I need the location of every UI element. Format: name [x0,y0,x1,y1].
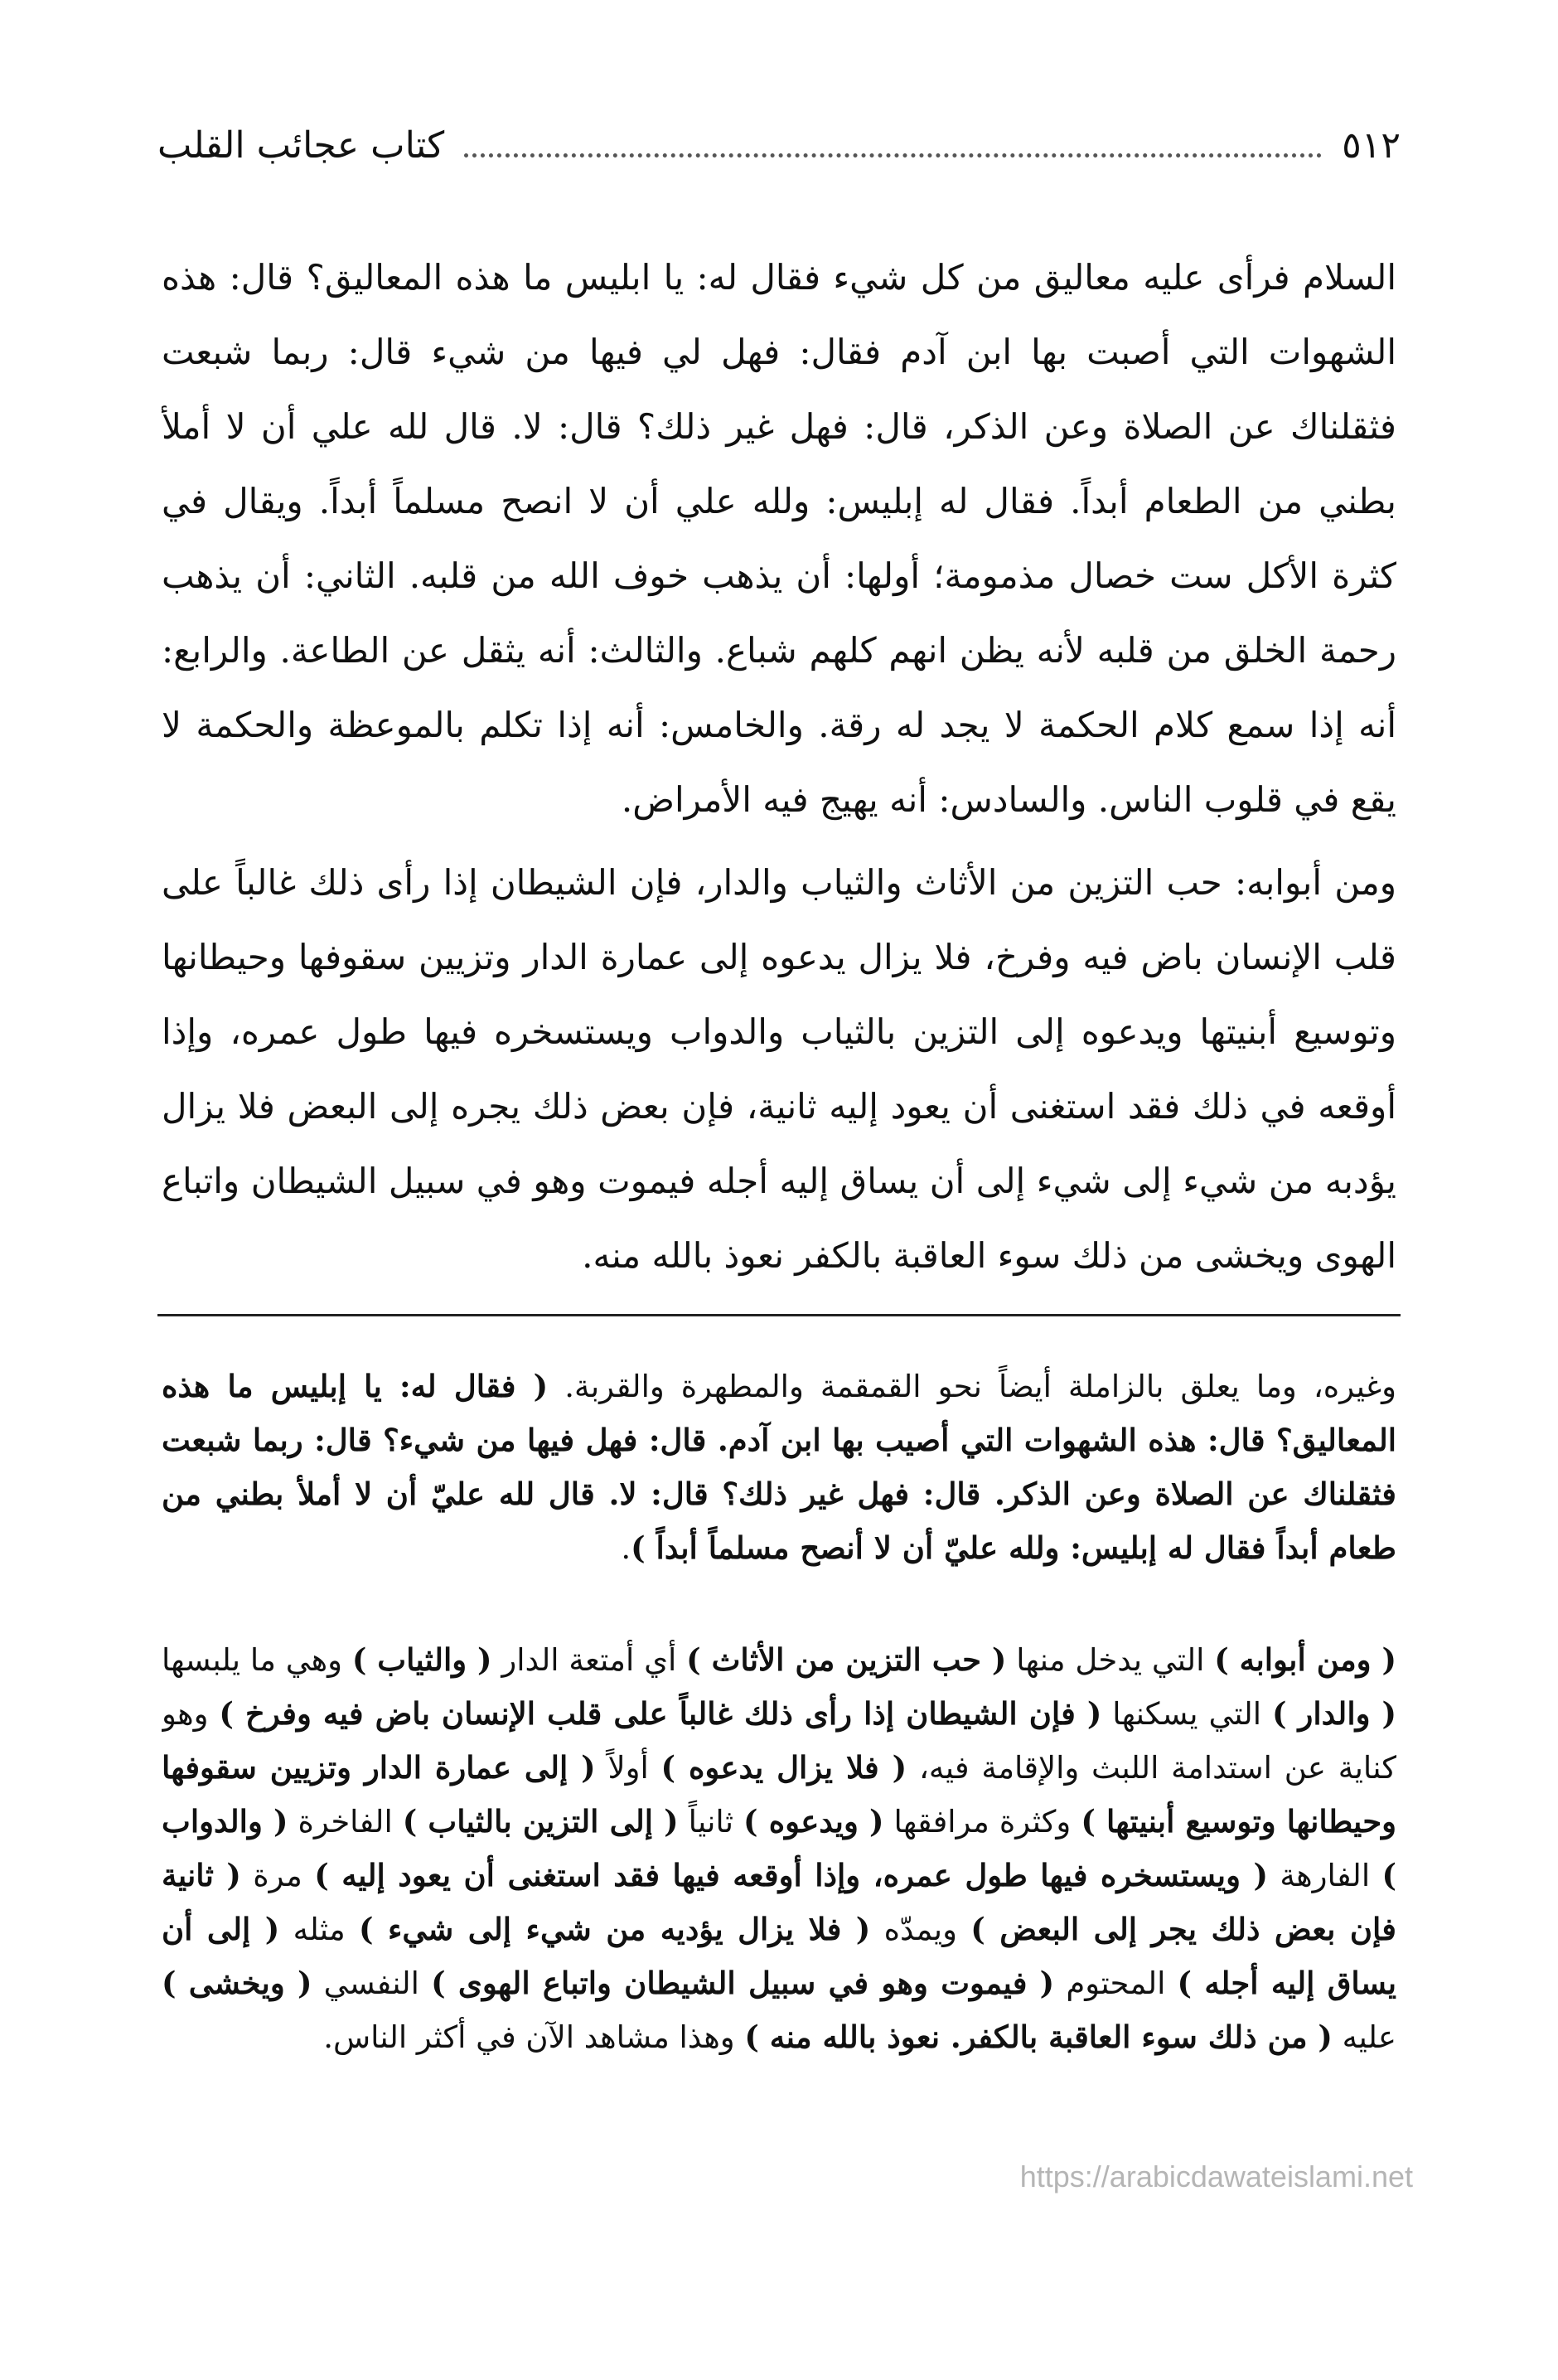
commentary-segment: وغيره، وما يعلق بالزاملة أيضاً نحو القمقمة والمطهرة والقربة. [548,1369,1396,1404]
commentary-paragraph-2 [162,1633,1396,2172]
commentary-quote: ( فيموت وهو في سبيل الشيطان واتباع الهوى ) [431,1965,1055,2001]
commentary-segment: وهو كناية عن استدامة اللبث والإقامة فيه، [162,1696,1396,1786]
commentary-quote: ( حب التزين من الأثاث ) [686,1641,1007,1678]
commentary-quote: ( فلا يزال يؤديه من شيء إلى شيء ) [359,1911,871,1947]
commentary-segment: ويمدّه [870,1912,971,1947]
main-paragraph-1: السلام فرأى عليه معاليق من كل شيء فقال له: يا ابليس ما هذه المعاليق؟ قال: هذه الشهوات التي أصبت بها ابن آدم فقال: فهل لي فيها من شيء قال: ربما شبعت فثقلناك عن الصلاة وعن الذكر، قال: فهل غير ذلك؟ قال: لا. قال لله علي أن لا أملأ بطني من الطعام أبداً. فقال له إبليس: ولله علي أن لا انصح مسلماً أبداً. ويقال في كثرة الأكل ست خصال مذمومة؛ أولها: أن يذهب خوف الله من قلبه. الثاني: أن يذهب رحمة الخلق من قلبه لأنه يظن انهم كلهم شباع. والثالث: أنه يثقل عن الطاعة. والرابع: أنه إذا سمع كلام الحكمة لا يجد له رقة. والخامس: أنه إذا تكلم بالموعظة والحكمة لا يقع في قلوب الناس. والسادس: أنه يهيج فيه الأمراض. [162,257,1396,820]
commentary-quote: ( فقال له: يا إبليس ما هذه المعاليق؟ قال: هذه الشهوات التي أصيب بها ابن آدم. قال: فهل فيها من شيء؟ قال: ربما شبعت فثقلناك عن الصلاة وعن الذكر. قال: فهل غير ذلك؟ قال: لا. قال لله عليّ أن لا أملأ بطني من طعام أبداً فقال له إبليس: ولله عليّ أن لا أنصح مسلماً أبداً ) [162,1368,1396,1566]
page-header [157,124,1401,182]
commentary-quote: ( إلى أن يساق إليه أجله ) [162,1911,1396,2001]
commentary-segment: ثانياً [678,1804,744,1840]
commentary-segment: مرة [240,1858,315,1893]
running-title: كتاب عجائب القلب [157,124,445,167]
commentary-quote: ( والدواب ) [162,1803,1396,1893]
commentary-quote: ( والدار ) [1271,1695,1396,1732]
commentary-segment: التي يسكنها [1101,1696,1272,1732]
commentary-quote: ( إلى عمارة الدار وتزيين سقوفها وحيطانها وتوسيع أبنيتها ) [162,1749,1396,1840]
commentary-paragraph-1 [162,1360,1396,1600]
commentary-quote: ( والثياب ) [351,1641,492,1678]
commentary [162,1360,1396,2172]
commentary-quote: ( ويستسخره فيها طول عمره، وإذا أوقعه فيها فقد استغنى أن يعود إليه ) [314,1857,1268,1893]
commentary-segment: وهي ما يلبسها [162,1642,352,1678]
commentary-quote: ( فلا يزال يدعوه ) [660,1749,907,1786]
footnote-divider [157,1314,1401,1316]
commentary-segment: أولاً [595,1750,661,1786]
commentary-segment: . [621,1530,631,1566]
main-text [162,240,1396,1293]
commentary-segment: عليه [1332,2019,1396,2055]
main-paragraph-2: ومن أبوابه: حب التزين من الأثاث والثياب والدار، فإن الشيطان إذا رأى ذلك غالباً على قلب الإنسان باض فيه وفرخ، فلا يزال يدعوه إلى عمارة الدار وتزيين سقوفها وحيطانها وتوسيع أبنيتها ويدعوه إلى التزين بالثياب والدواب ويستسخره فيها طول عمره، وإذا أوقعه في ذلك فقد استغنى أن يعود إليه ثانية، فإن بعض ذلك يجره إلى البعض فلا يزال يؤدبه من شيء إلى شيء إلى أن يساق إليه أجله فيموت وهو في سبيل الشيطان واتباع الهوى ويخشى من ذلك سوء العاقبة بالكفر نعوذ بالله منه. [162,862,1396,1276]
page-number: ٥١٢ [1342,124,1401,167]
commentary-segment: وهذا مشاهد الآن في أكثر الناس. [323,2019,745,2055]
commentary-quote: ( ويخشى ) [162,1965,312,2001]
source-watermark: https://arabicdawateislami.net [1019,2159,1413,2193]
commentary-quote: ( من ذلك سوء العاقبة بالكفر. نعوذ بالله منه ) [744,2019,1333,2055]
commentary-segment: النفسي [312,1966,432,2001]
commentary-quote: ( ومن أبوابه ) [1214,1641,1396,1678]
commentary-segment: مثله [279,1912,360,1947]
commentary-quote: ( فإن الشيطان إذا رأى ذلك غالباً على قلب الإنسان باض فيه وفرخ ) [219,1695,1102,1732]
commentary-quote: ( ثانية فإن بعض ذلك يجر إلى البعض ) [162,1857,1396,1947]
commentary-segment: الفارهة [1267,1858,1382,1893]
commentary-quote: ( إلى التزين بالثياب ) [402,1803,679,1840]
commentary-segment: التي يدخل منها [1006,1642,1215,1678]
commentary-segment: الفاخرة [288,1804,403,1840]
commentary-quote: ( ويدعوه ) [743,1803,884,1840]
commentary-segment: المحتوم [1054,1966,1178,2001]
commentary-segment: وكثرة مرافقها [883,1804,1081,1840]
dotted-leader [464,128,1322,158]
commentary-segment: أي أمتعة الدار [491,1642,687,1678]
